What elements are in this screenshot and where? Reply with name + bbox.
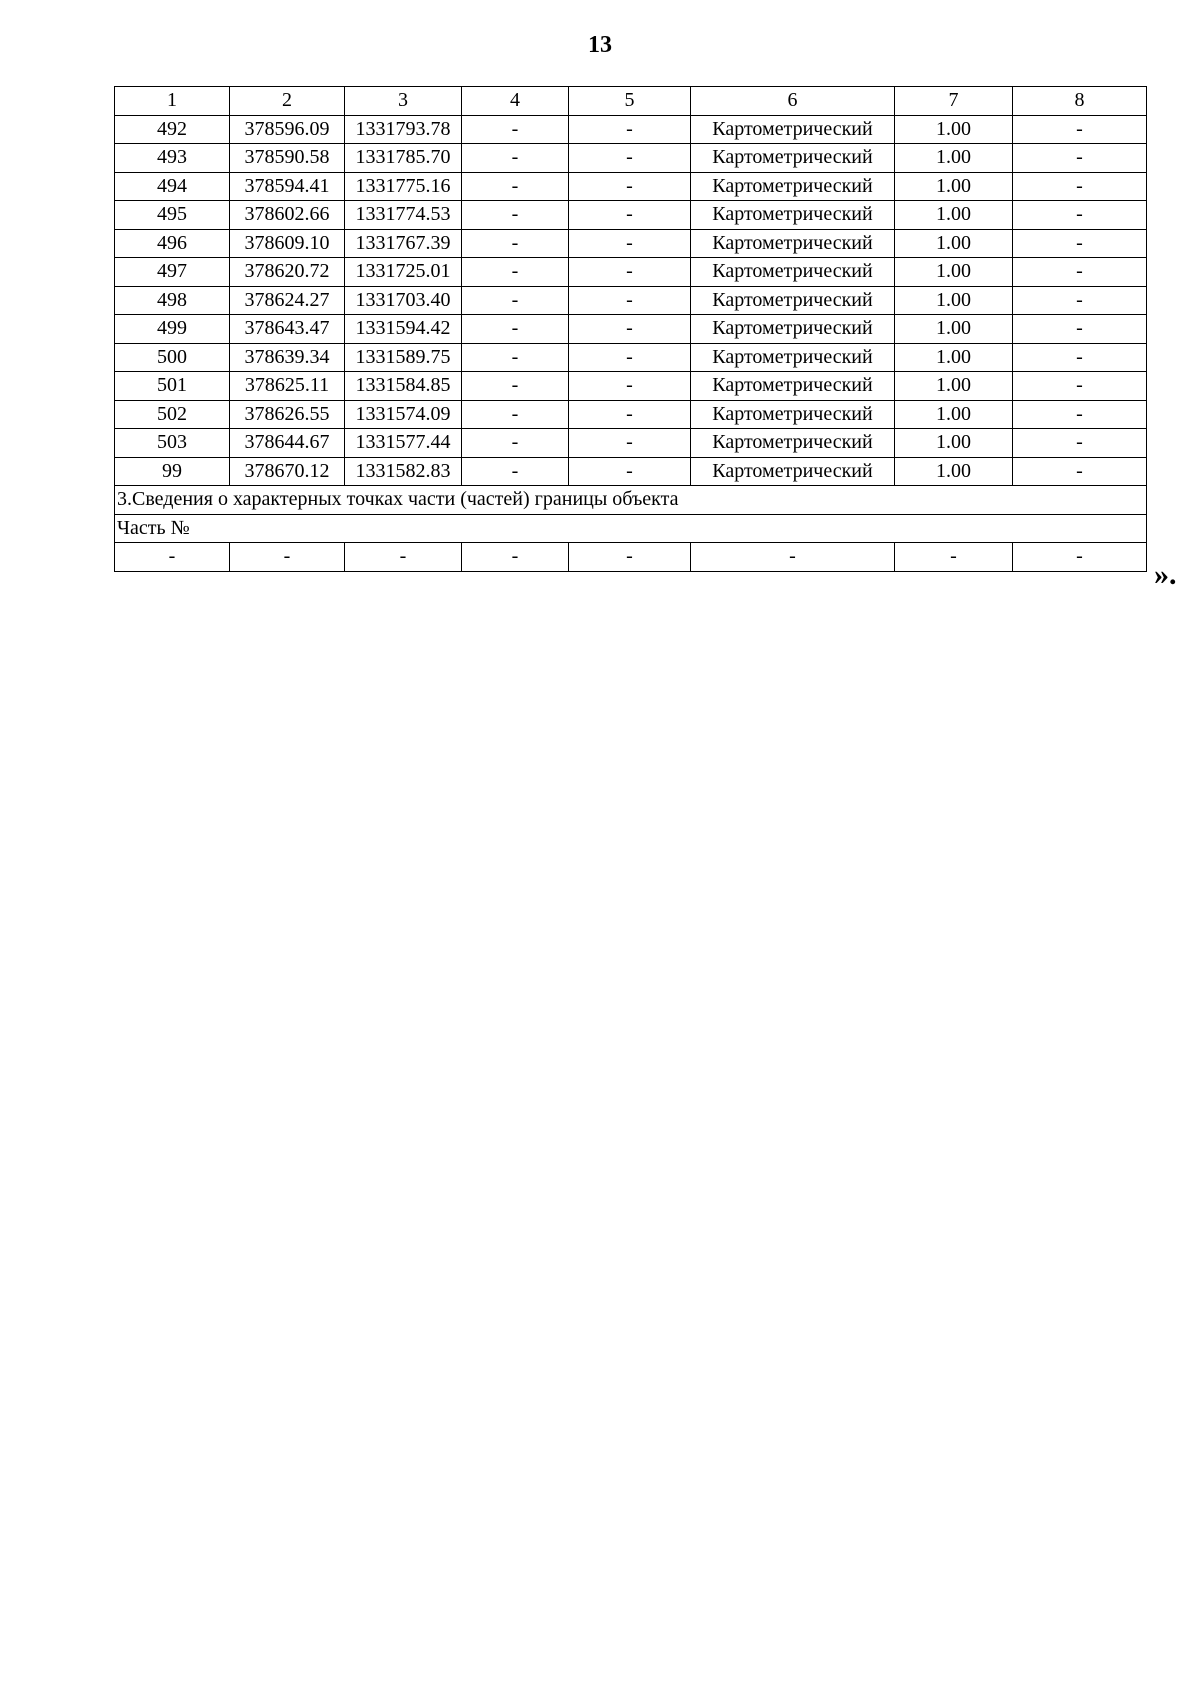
table-cell: 1331703.40 <box>345 286 462 315</box>
table-cell: 499 <box>115 315 230 344</box>
table-cell: - <box>462 400 569 429</box>
table-cell: Картометрический <box>691 144 895 173</box>
table-cell: Картометрический <box>691 115 895 144</box>
table-cell: 502 <box>115 400 230 429</box>
table-cell: 378643.47 <box>230 315 345 344</box>
table-cell: - <box>569 229 691 258</box>
table-row <box>115 343 1147 372</box>
table-cell: - <box>462 201 569 230</box>
table-cell: 1.00 <box>895 400 1013 429</box>
table-cell: 1 <box>115 87 230 116</box>
table-cell: 1331577.44 <box>345 429 462 458</box>
table-cell: 1.00 <box>895 457 1013 486</box>
table-cell: 500 <box>115 343 230 372</box>
table-cell: 1331589.75 <box>345 343 462 372</box>
table-cell: 1.00 <box>895 201 1013 230</box>
table-cell: Картометрический <box>691 400 895 429</box>
table-cell: - <box>569 172 691 201</box>
table-cell: 5 <box>569 87 691 116</box>
table-row <box>115 372 1147 401</box>
table-cell: - <box>462 115 569 144</box>
table-cell: - <box>462 229 569 258</box>
table-cell: 1.00 <box>895 286 1013 315</box>
table-cell: - <box>462 543 569 572</box>
table-cell: 4 <box>462 87 569 116</box>
table-cell: 1.00 <box>895 229 1013 258</box>
table-cell: - <box>1013 343 1147 372</box>
table-cell: 3 <box>345 87 462 116</box>
table-cell: - <box>1013 543 1147 572</box>
page-number: 13 <box>588 32 612 58</box>
table-cell: - <box>1013 429 1147 458</box>
table-cell: 1.00 <box>895 343 1013 372</box>
table-cell: 378590.58 <box>230 144 345 173</box>
table-cell: 1331582.83 <box>345 457 462 486</box>
closing-quote-mark: ». <box>1154 558 1177 591</box>
table-cell: 378620.72 <box>230 258 345 287</box>
table-cell: 2 <box>230 87 345 116</box>
table-cell: - <box>569 343 691 372</box>
table-cell: 496 <box>115 229 230 258</box>
table-cell: 1331584.85 <box>345 372 462 401</box>
table-cell: - <box>1013 229 1147 258</box>
table-cell: - <box>569 144 691 173</box>
table-cell: 1331594.42 <box>345 315 462 344</box>
table-cell: 378602.66 <box>230 201 345 230</box>
section-title: 3.Сведения о характерных точках части (частей) границы объекта <box>115 486 1147 515</box>
table-cell: 378626.55 <box>230 400 345 429</box>
table-cell: 492 <box>115 115 230 144</box>
table-cell: 378609.10 <box>230 229 345 258</box>
table-row <box>115 315 1147 344</box>
table-cell: 1331774.53 <box>345 201 462 230</box>
table-cell: 498 <box>115 286 230 315</box>
table-cell: 378624.27 <box>230 286 345 315</box>
table-cell: - <box>462 315 569 344</box>
table-cell: Картометрический <box>691 229 895 258</box>
table-cell: 1331574.09 <box>345 400 462 429</box>
table-cell: 1331725.01 <box>345 258 462 287</box>
empty-part-row <box>115 543 1147 572</box>
table-cell: - <box>462 258 569 287</box>
table-cell: 1331785.70 <box>345 144 462 173</box>
table-cell: - <box>895 543 1013 572</box>
table-row <box>115 115 1147 144</box>
table-cell: - <box>1013 372 1147 401</box>
table-cell: - <box>1013 115 1147 144</box>
table-cell: Картометрический <box>691 258 895 287</box>
table-cell: - <box>1013 258 1147 287</box>
table-cell: Картометрический <box>691 429 895 458</box>
section-title-row <box>115 486 1147 515</box>
table-cell: - <box>569 543 691 572</box>
table-cell: - <box>569 315 691 344</box>
table-cell: 378625.11 <box>230 372 345 401</box>
table-cell: - <box>345 543 462 572</box>
table-cell: 1.00 <box>895 144 1013 173</box>
table-cell: - <box>569 372 691 401</box>
table-row <box>115 144 1147 173</box>
table-cell: 501 <box>115 372 230 401</box>
table-cell: 378639.34 <box>230 343 345 372</box>
table-row <box>115 172 1147 201</box>
table-cell: - <box>462 429 569 458</box>
table-cell: 378596.09 <box>230 115 345 144</box>
table-cell: 493 <box>115 144 230 173</box>
table-row <box>115 457 1147 486</box>
table-cell: - <box>691 543 895 572</box>
table-cell: 378670.12 <box>230 457 345 486</box>
table-cell: - <box>569 429 691 458</box>
table-row <box>115 429 1147 458</box>
table-cell: - <box>462 457 569 486</box>
table-body <box>115 87 1147 572</box>
part-label: Часть № <box>115 514 1147 543</box>
table-cell: Картометрический <box>691 457 895 486</box>
table-cell: - <box>569 457 691 486</box>
table-cell: 8 <box>1013 87 1147 116</box>
table-row <box>115 229 1147 258</box>
table-cell: - <box>462 372 569 401</box>
table-cell: - <box>1013 286 1147 315</box>
table-cell: 1331767.39 <box>345 229 462 258</box>
table-cell: 497 <box>115 258 230 287</box>
table-cell: - <box>1013 172 1147 201</box>
table-cell: - <box>1013 144 1147 173</box>
table-cell: - <box>462 286 569 315</box>
table-row <box>115 258 1147 287</box>
table-cell: 494 <box>115 172 230 201</box>
table-cell: - <box>230 543 345 572</box>
table-cell: 7 <box>895 87 1013 116</box>
table-cell: 495 <box>115 201 230 230</box>
table-cell: - <box>569 201 691 230</box>
table-cell: - <box>569 258 691 287</box>
table-cell: 1331775.16 <box>345 172 462 201</box>
table-row <box>115 201 1147 230</box>
table-cell: - <box>462 144 569 173</box>
table-cell: 378594.41 <box>230 172 345 201</box>
table-cell: - <box>569 115 691 144</box>
table-cell: - <box>569 400 691 429</box>
table-cell: - <box>115 543 230 572</box>
table-cell: - <box>1013 400 1147 429</box>
table-row <box>115 400 1147 429</box>
table-cell: 1331793.78 <box>345 115 462 144</box>
table-header-row <box>115 87 1147 116</box>
table-cell: 1.00 <box>895 315 1013 344</box>
table-cell: 1.00 <box>895 429 1013 458</box>
table-cell: - <box>1013 457 1147 486</box>
table-row <box>115 286 1147 315</box>
coordinates-table <box>114 86 1147 572</box>
table-cell: Картометрический <box>691 315 895 344</box>
table-cell: 1.00 <box>895 258 1013 287</box>
table-cell: - <box>462 343 569 372</box>
table-cell: 378644.67 <box>230 429 345 458</box>
table-cell: - <box>1013 315 1147 344</box>
table-cell: - <box>569 286 691 315</box>
table-cell: - <box>462 172 569 201</box>
part-label-row <box>115 514 1147 543</box>
table-cell: Картометрический <box>691 372 895 401</box>
table-cell: 1.00 <box>895 115 1013 144</box>
table-cell: 503 <box>115 429 230 458</box>
table-cell: Картометрический <box>691 286 895 315</box>
table-cell: Картометрический <box>691 201 895 230</box>
table-cell: 99 <box>115 457 230 486</box>
table-cell: 1.00 <box>895 172 1013 201</box>
table-cell: 6 <box>691 87 895 116</box>
table-cell: 1.00 <box>895 372 1013 401</box>
table-cell: Картометрический <box>691 172 895 201</box>
table-cell: Картометрический <box>691 343 895 372</box>
table-cell: - <box>1013 201 1147 230</box>
